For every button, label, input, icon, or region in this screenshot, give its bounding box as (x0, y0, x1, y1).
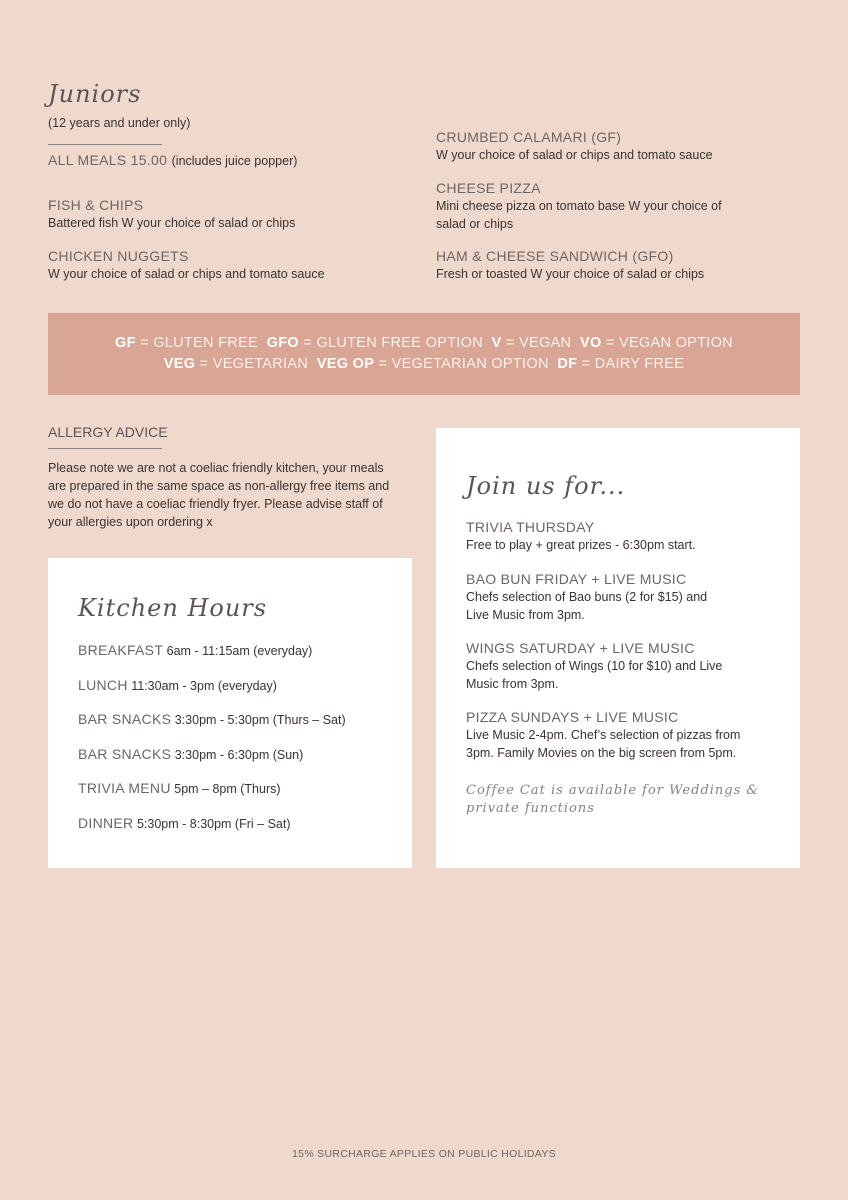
hours-time: 11:30am - 3pm (everyday) (131, 679, 277, 693)
legend-code: DF (557, 356, 578, 372)
menu-item-name: CRUMBED CALAMARI (GF) (436, 129, 622, 145)
event-item (466, 570, 726, 624)
event-item (466, 639, 726, 693)
hours-row (78, 677, 277, 693)
hours-row (78, 815, 291, 831)
juniors-price (48, 152, 297, 170)
event-item (466, 518, 776, 554)
dietary-legend (48, 313, 800, 395)
menu-item-desc: Battered fish W your choice of salad or chips (48, 216, 296, 230)
event-name: BAO BUN FRIDAY + LIVE MUSIC (466, 571, 687, 587)
menu-item-desc: W your choice of salad or chips and tomato sauce (436, 148, 713, 162)
hours-row (78, 780, 281, 796)
legend-meaning: = VEGETARIAN OPTION (374, 356, 558, 372)
menu-item (48, 196, 408, 232)
hours-time: 5pm – 8pm (Thurs) (174, 782, 281, 796)
price-note: (includes juice popper) (171, 154, 298, 168)
menu-item-desc: Fresh or toasted W your choice of salad or chips (436, 267, 705, 281)
menu-item-desc: W your choice of salad or chips and tomato sauce (48, 267, 325, 281)
hours-time: 6am - 11:15am (everyday) (166, 644, 313, 658)
legend-code: VEG (163, 356, 196, 372)
event-name: PIZZA SUNDAYS + LIVE MUSIC (466, 709, 679, 725)
hours-time: 5:30pm - 8:30pm (Fri – Sat) (136, 817, 291, 831)
menu-item (48, 247, 408, 283)
menu-item-name: FISH & CHIPS (48, 197, 144, 213)
legend-code: V (491, 335, 502, 351)
hours-row (78, 711, 346, 727)
legend-meaning: = VEGAN OPTION (601, 335, 733, 351)
legend-line-2 (48, 354, 800, 375)
divider (48, 144, 162, 145)
menu-item (436, 247, 756, 283)
legend-meaning: = VEGAN (501, 335, 580, 351)
menu-item (436, 179, 736, 233)
hours-label: BAR SNACKS (78, 746, 172, 762)
legend-meaning: = VEGETARIAN (195, 356, 317, 372)
kitchen-hours-heading: Kitchen Hours (78, 594, 268, 622)
join-us-card (436, 428, 800, 868)
event-desc: Free to play + great prizes - 6:30pm start. (466, 538, 696, 552)
join-us-heading: Join us for... (466, 472, 626, 500)
menu-item (436, 128, 756, 164)
legend-meaning: = GLUTEN FREE (135, 335, 267, 351)
surcharge-footer: 15% SURCHARGE APPLIES ON PUBLIC HOLIDAYS (292, 1148, 556, 1160)
hours-label: LUNCH (78, 677, 128, 693)
menu-item-name: HAM & CHEESE SANDWICH (GFO) (436, 248, 674, 264)
event-desc: Chefs selection of Wings (10 for $10) and Live Music from 3pm. (466, 659, 723, 691)
legend-code: VEG OP (316, 356, 375, 372)
hours-label: BAR SNACKS (78, 711, 172, 727)
legend-code: VO (579, 335, 602, 351)
legend-meaning: = DAIRY FREE (577, 356, 685, 372)
event-name: TRIVIA THURSDAY (466, 519, 595, 535)
hours-label: BREAKFAST (78, 642, 164, 658)
legend-meaning: = GLUTEN FREE OPTION (299, 335, 492, 351)
divider (48, 448, 162, 449)
juniors-heading: Juniors (48, 80, 142, 108)
event-desc: Chefs selection of Bao buns (2 for $15) and Live Music from 3pm. (466, 590, 708, 622)
menu-item-name: CHEESE PIZZA (436, 180, 541, 196)
hours-label: DINNER (78, 815, 134, 831)
hours-time: 3:30pm - 6:30pm (Sun) (174, 748, 304, 762)
juniors-age-note: (12 years and under only) (48, 116, 191, 130)
event-item (466, 708, 766, 762)
allergy-text: Please note we are not a coeliac friendly kitchen, your meals are prepared in the same space as non-allergy free items and we do not have a coeliac friendly fryer. Please advise staff of your allergies upon ordering x (48, 461, 390, 529)
menu-item-desc: Mini cheese pizza on tomato base W your choice of salad or chips (436, 199, 722, 231)
legend-code: GF (115, 335, 136, 351)
legend-code: GFO (266, 335, 300, 351)
hours-label: TRIVIA MENU (78, 780, 171, 796)
hours-time: 3:30pm - 5:30pm (Thurs – Sat) (174, 713, 346, 727)
legend-line-1 (48, 333, 800, 354)
hours-row (78, 746, 303, 762)
event-desc: Live Music 2-4pm. Chef’s selection of pizzas from 3pm. Family Movies on the big screen from 5pm. (466, 728, 741, 760)
event-name: WINGS SATURDAY + LIVE MUSIC (466, 640, 695, 656)
hours-row (78, 642, 312, 658)
functions-note: Coffee Cat is available for Weddings & private functions (466, 783, 759, 816)
price-label: ALL MEALS 15.00 (48, 152, 168, 168)
kitchen-hours-card (48, 558, 412, 868)
menu-item-name: CHICKEN NUGGETS (48, 248, 189, 264)
allergy-heading: ALLERGY ADVICE (48, 424, 168, 440)
